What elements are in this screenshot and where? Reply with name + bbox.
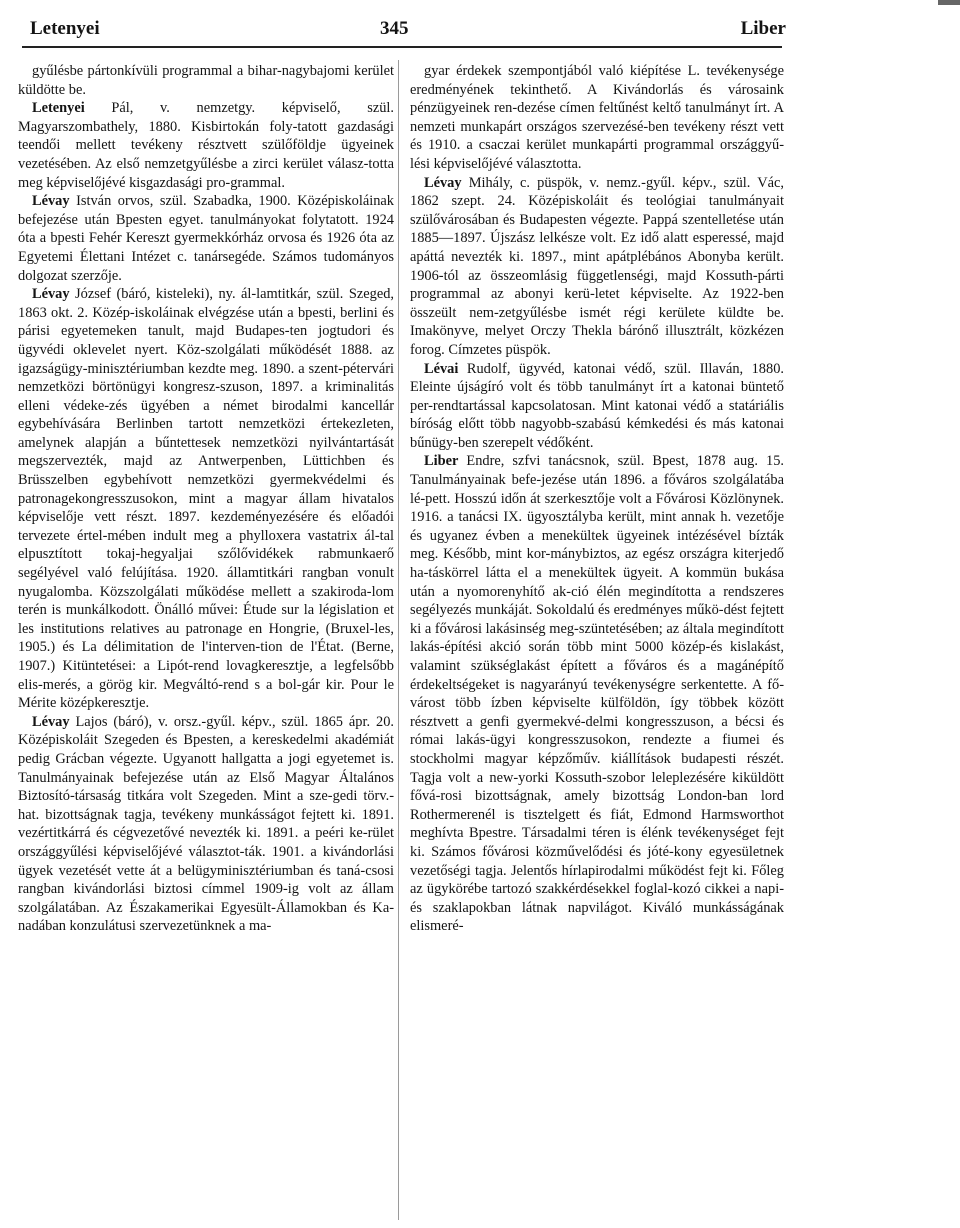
entry-name: Lévay	[32, 713, 70, 730]
entry	[18, 713, 394, 936]
entry-name: Lévay	[424, 174, 462, 191]
left-column	[18, 62, 394, 936]
entry	[410, 452, 784, 935]
entry-name: Lévay	[32, 286, 70, 303]
entry	[410, 62, 784, 174]
entry-text: József (báró, kisteleki), ny. ál-lamtitkár, szül. Szeged, 1863 okt. 2. Közép-iskoláinak elvégzése után a bpesti, berlini és párisi egyetemeken tanult, majd Budapes-ten jogtudori és ügyvédi oklevelet nyert. Köz-szolgálati működését 1888. az igazságügy-minisztériumban kezdte meg. 1890. a szent-pétervári nemzetközi börtönügyi kongresz-szuson, 1897. a kriminalitás elleni védeke-zés ügyében a német birodalmi kancellár egybehívására Berlinben tartott nemzetközi értekezleten, amelynek alapján a bűntettesek nemzetközi nyilvántartását megszervezték, majd az Antwerpenben, Lüttichben és Brüsszelben egybehívott nemzetközi gyermekvédelmi és patronagekongresszusokon, mint a magyar állam hivatalos képviselője vett részt. 1897. kezdeményezésére és előadói tervezete értel-mében indult meg a phylloxera vastatrix ál-tal elpusztított tokaj-hegyaljai szőlővidékek rabmunkaerő segélyével való felújítása. 1920. államtitkári rangban vonult nyugalomba. Közszolgálati működése mellett a szakiroda-lom terén is munkálkodott. Önálló művei: Étude sur la législation et les institutions relatives au patronage en Hongrie, (Bruxel-les, 1905.) és La délimitation de l'interven-tion de l'État. (Berne, 1907.) Kitüntetései: a Lipót-rend lovagkeresztje, a legfelsőbb elis-merés, a görög kir. Megváltó-rend s a bol-gár kir. Pour le Mérite középkeresztje.	[18, 286, 394, 712]
entry-text: Rudolf, ügyvéd, katonai védő, szül. Illaván, 1880. Eleinte újságíró volt és több tanulmányt írt a katonai büntető per-rendtartással kapcsolatosan. Mint katonai védő a statáriális bíróság előtt több nagyobb-szabású kémkedési és más katonai bűnügy-ben szerepelt védőként.	[410, 360, 784, 451]
entry-name: Lévay	[32, 193, 70, 210]
entry-text: István orvos, szül. Szabadka, 1900. Középiskoláinak befejezése után Bpesten egyet. tanulmányokat folytatott. 1924 óta a bpesti Fehér Kereszt gyermekkórház orvosa és 1926 óta az Egyetemi Élettani Intézet c. tanársegéde. Számos tudományos dolgozat szerzője.	[18, 193, 394, 284]
page-number: 345	[380, 18, 409, 39]
entry	[18, 62, 394, 99]
entry-text: Pál, v. nemzetgy. képviselő, szül. Magyarszombathely, 1880. Kisbirtokán foly-tatott gazdasági teendői mellett tevékeny résztvett szülőföldje ügyeinek vezetésében. Az első nemzetgyűlésbe a zirci kerület válasz-totta meg képviselőjévé kisgazdasági pro-grammal.	[18, 100, 394, 191]
column-divider	[398, 60, 399, 1220]
header-rule	[22, 46, 782, 48]
entry-text: Mihály, c. püspök, v. nemz.-gyűl. képv., szül. Vác, 1862 szept. 24. Középiskoláit és teológiai tanulmányait szülővárosában és Budapesten végezte. Pappá szentelletése után 1885—1897. Újszász lelkésze volt. Ez idő alatt esperessé, majd apáttá nevezték ki. 1897., mint apátplébános Abonyba került. 1906-tól az összeomlásig függetlenségi, majd Kossuth-párti programmal az abonyi kerü-letet képviselte. Az 1922-ben összeült nem-zetgyűlésbe ismét régi kerülete küldte be. Imakönyve, melyet Orczy Thekla bárónő illusztrált, közkézen forog. Címzetes püspök.	[410, 174, 784, 358]
entry	[410, 360, 784, 453]
entry	[410, 174, 784, 360]
entry-name: Lévai	[424, 360, 459, 377]
entry	[18, 99, 394, 192]
entry-text: Lajos (báró), v. orsz.-gyűl. képv., szül. 1865 ápr. 20. Középiskoláit Szegeden és Bpesten, a kereskedelmi akadémiát pedig Grácban végezte. Ugyanott hallgatta a jogi egyetemet is. Tanulmányainak befejezése után az Első Magyar Általános Biztosító-társaság titkára volt Szegeden. Mint a sze-gedi törv.-hat. bizottságnak tagja, tevékeny munkásságot fejtett ki. 1891. vezértitkárrá és cégvezetővé nevezték ki. 1891. a peéri ke-rület országgyűlési képviselőjévé választot-ták. 1901. a kivándorlási ügyek vezetését vette át a belügyminisztériumban és taná-csosi rangban kivándorlási biztosi címmel 1909-ig volt az állam szolgálatában. Az Északamerikai Egyesült-Államokban és Ka-nadában konzulátusi szervezetünknek a ma-	[18, 713, 394, 935]
entry-name: Liber	[424, 453, 459, 470]
entry-name: Letenyei	[32, 100, 85, 117]
entry-text: gyar érdekek szempontjából való kiépítése L. tevékenysége eredményének tekinthető. A Kivándorlás és városaink pénzügyeinek ren-dezése címen feltűnést keltő tanulmányt írt. A nemzeti munkapárt országos szervezésé-ben tevékeny részt vett és 1910. a csaczai kerület munkapárti programmal országgyű-lési képviselőjévé választotta.	[410, 63, 784, 172]
entry	[18, 285, 394, 713]
header-right: Liber	[740, 18, 786, 39]
entry-text: gyűlésbe pártonkívüli programmal a bihar-nagybajomi kerület küldötte be.	[18, 63, 394, 98]
page-header	[20, 18, 786, 46]
header-left: Letenyei	[30, 18, 100, 39]
corner-mark	[938, 0, 960, 5]
entry	[18, 192, 394, 285]
right-column	[410, 62, 784, 936]
entry-text: Endre, szfvi tanácsnok, szül. Bpest, 1878 aug. 15. Tanulmányainak befe-jezése után 1896. a főváros szolgálatába lé-pett. Hosszú időn át szerkesztője volt a Fővárosi Közlönynek. 1916. a tanácsi IX. ügyosztályba került, mint annak h. vezetője és ugyanez évben a menekültek ügyeinek intézésével bízták meg. Később, mint kor-mánybiztos, az egész országra kiterjedő ha-táskörrel látta el a menekültek ügyeit. A kommün bukása után a nyomorenyhítő ak-ció élén megindította a rendszeres segélyezés munkáját. Sokoldalú és eredményes műkö-dést fejtett ki a fővárosi lakásinség meg-szüntetésében; az általa megindított lakás-építési akció során több mint 5000 közép-és kislakást, valamint szükséglakást épített a főváros és a magánépítő érdekeltségeket is nagyarányú tevékenységre serkentette. A fő-várost több ízben képviselte külföldön, így többek között résztvett a genfi gyermekvé-delmi kongresszuson, a bécsi és római lakás-ügyi kongresszusokon, rendezte a fiumei és stockholmi magyar képzőműv. kiállítások budapesti részét. Tagja volt a new-yorki Kossuth-szobor leleplezésére kiküldött fővá-rosi bizottságnak, amely bizottság London-ban lord Rothermerenél is tisztelgett és fiát, Edmond Harmsworthot meghívta Bpestre. Társadalmi téren is élénk tevékenységet fejt ki. Számos fővárosi közművelődési és jóté-kony egyesületnek vezetőségi tagja. Jelentős hírlapirodalmi működést fejt ki. Főleg az ügykörébe tartozó szakkérdésekkel foglal-kozó cikkei a napi- és szaklapokban látnak napvilágot. Kiváló munkásságának elismeré-	[410, 453, 784, 935]
